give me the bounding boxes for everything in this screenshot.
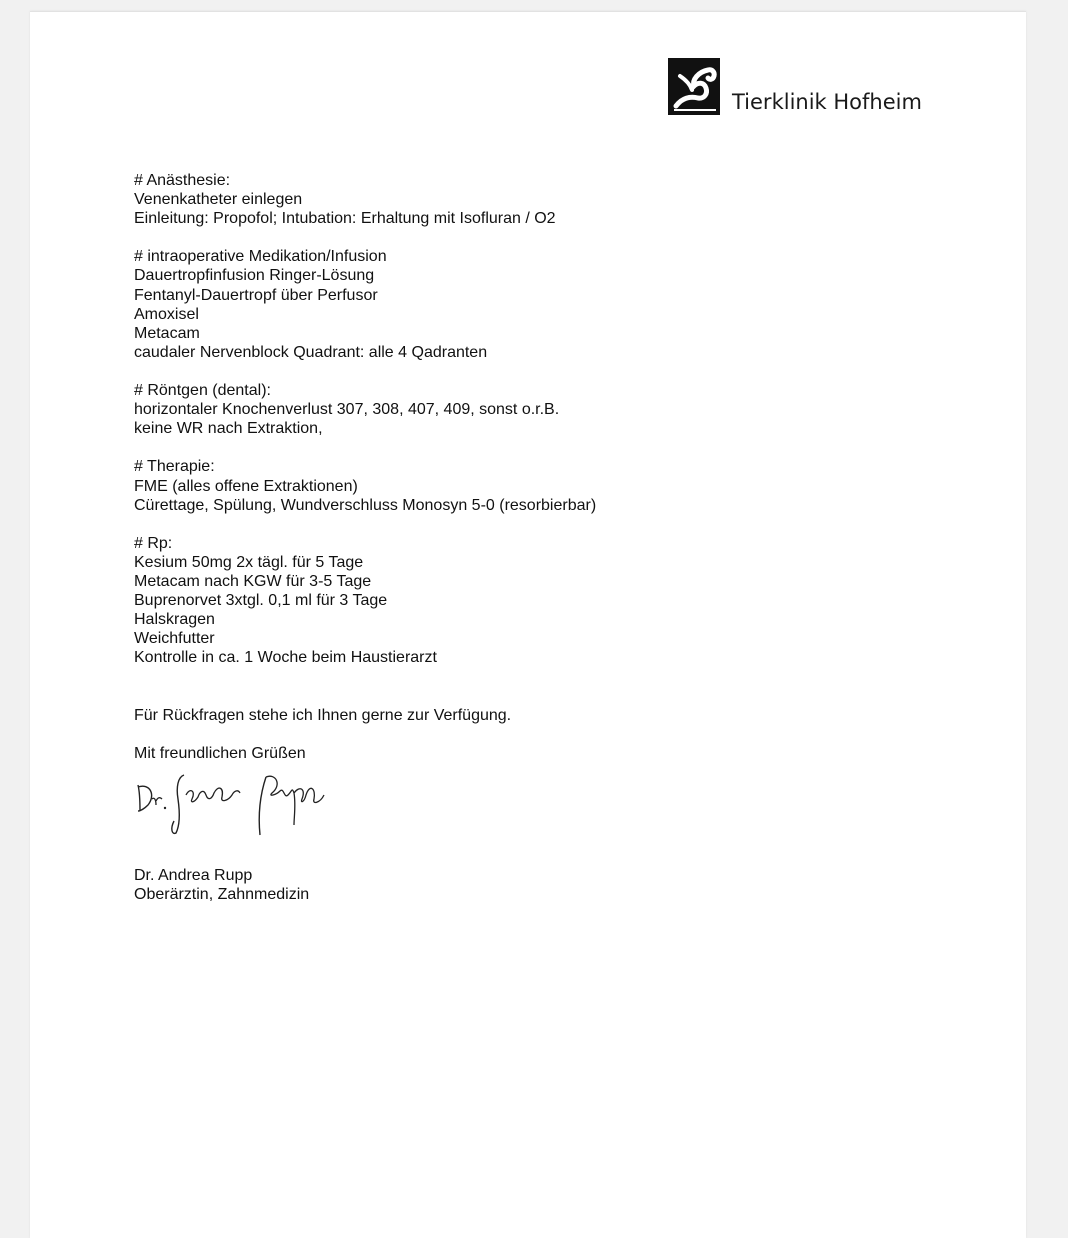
section-rp — [134, 534, 954, 668]
section-line: Halskragen — [134, 611, 215, 629]
section-line: Buprenorvet 3xtgl. 0,1 ml für 3 Tage — [134, 592, 388, 610]
signer-title: Oberärztin, Zahnmedizin — [134, 886, 310, 904]
section-line: Metacam — [134, 324, 200, 342]
section-heading: # intraoperative Medikation/Infusion — [134, 248, 387, 266]
section-heading: # Anästhesie: — [134, 172, 231, 189]
section-heading: # Therapie: — [134, 458, 215, 476]
section-line: keine WR nach Extraktion, — [134, 420, 323, 438]
section-line: Cürettage, Spülung, Wundverschluss Monosyn 5-0 (resorbierbar) — [134, 496, 597, 514]
closing-questions: Für Rückfragen stehe ich Ihnen gerne zur Verfügung. — [134, 706, 512, 724]
letter-body — [134, 171, 954, 904]
handwritten-signature — [134, 765, 334, 837]
clinic-logo — [668, 57, 922, 117]
section-line: Dauertropfinfusion Ringer-Lösung — [134, 267, 375, 285]
section-medikation — [134, 247, 954, 362]
section-therapie — [134, 457, 954, 514]
section-line: Weichfutter — [134, 630, 215, 648]
section-line: Fentanyl-Dauertropf über Perfusor — [134, 286, 378, 304]
section-line: caudaler Nervenblock Quadrant: alle 4 Qadranten — [134, 343, 488, 361]
section-line: FME (alles offene Extraktionen) — [134, 477, 358, 495]
section-line: Einleitung: Propofol; Intubation: Erhaltung mit Isofluran / O2 — [134, 210, 556, 228]
section-roentgen — [134, 381, 954, 438]
section-line: Kontrolle in ca. 1 Woche beim Haustierarzt — [134, 649, 437, 667]
section-line: horizontaler Knochenverlust 307, 308, 407, 409, sonst o.r.B. — [134, 401, 560, 419]
dog-silhouette-logo-icon — [668, 58, 722, 116]
section-line: Metacam nach KGW für 3-5 Tage — [134, 572, 372, 590]
signer-name: Dr. Andrea Rupp — [134, 867, 253, 884]
section-line: Amoxisel — [134, 305, 199, 323]
section-anaesthesie — [134, 171, 954, 228]
section-heading: # Röntgen (dental): — [134, 382, 271, 400]
section-line: Kesium 50mg 2x tägl. für 5 Tage — [134, 553, 364, 571]
clinic-name: Tierklinik Hofheim — [732, 90, 922, 114]
section-heading: # Rp: — [134, 534, 173, 552]
closing-greeting: Mit freundlichen Grüßen — [134, 744, 306, 762]
section-line: Venenkatheter einlegen — [134, 191, 303, 209]
document-page — [30, 11, 1026, 1238]
